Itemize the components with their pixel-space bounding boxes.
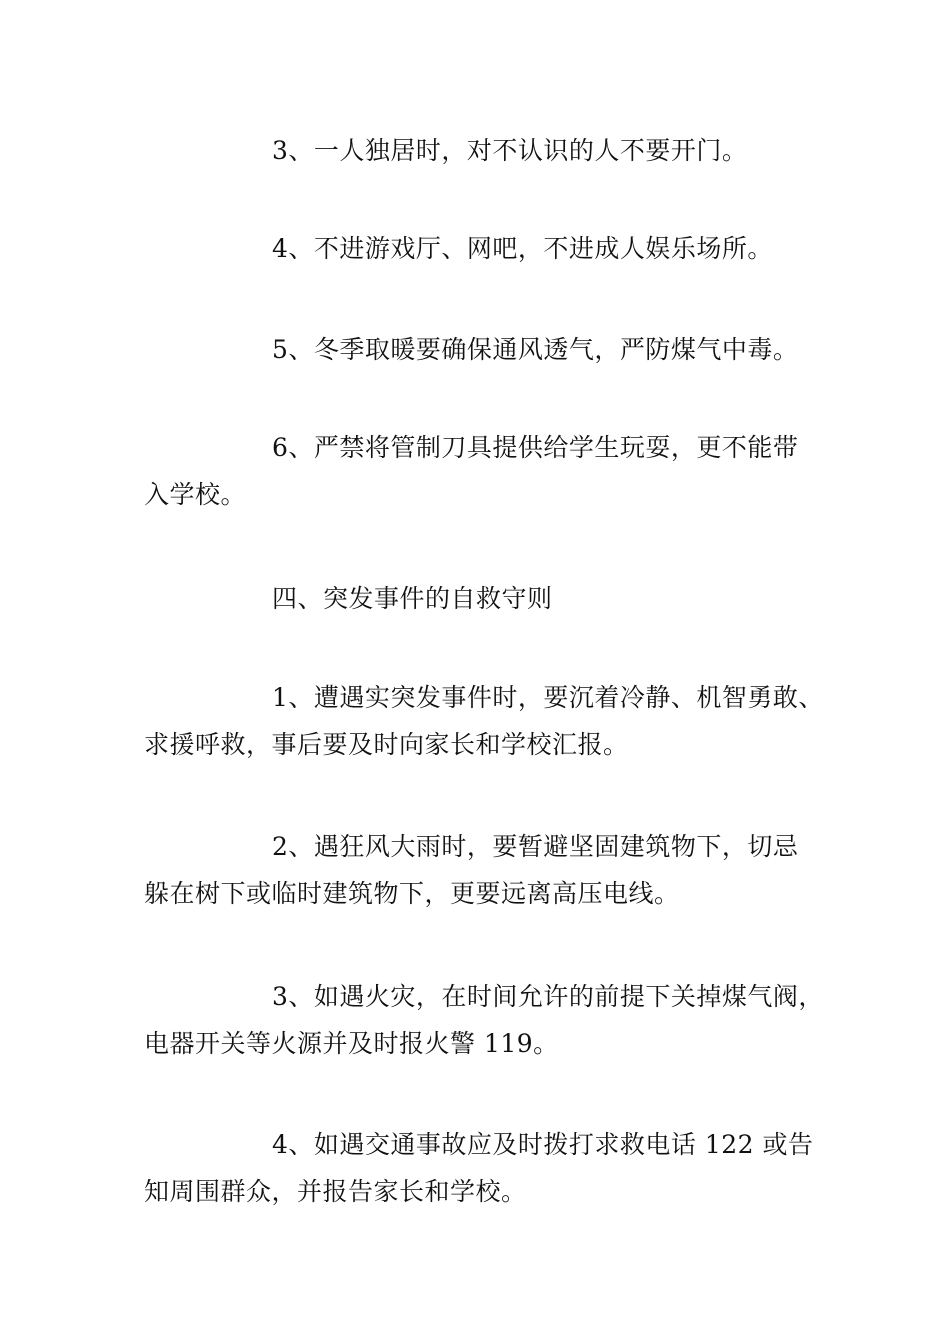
paragraph-rule-2-storm	[144, 823, 824, 917]
paragraph-item-6-controlled-knives	[144, 424, 824, 518]
paragraph-rule-3-fire	[144, 973, 824, 1067]
section-heading-emergency-self-rescue	[144, 575, 824, 622]
paragraph-line: 躲在树下或临时建筑物下，更要远离高压电线。	[144, 879, 680, 908]
paragraph-item-4-no-game-halls	[144, 225, 824, 272]
paragraph-line: 3、一人独居时，对不认识的人不要开门。	[272, 136, 748, 165]
paragraph-line: 1、遭遇实突发事件时，要沉着冷静、机智勇敢、	[272, 683, 824, 712]
paragraph-line: 5、冬季取暖要确保通风透气，严防煤气中毒。	[272, 335, 799, 364]
section-heading-text: 四、突发事件的自救守则	[272, 584, 553, 613]
paragraph-line: 4、不进游戏厅、网吧，不进成人娱乐场所。	[272, 234, 773, 263]
paragraph-rule-4-traffic-accident	[144, 1121, 824, 1215]
paragraph-line: 电器开关等火源并及时报火警 119。	[144, 1029, 559, 1058]
paragraph-item-5-winter-heating	[144, 326, 824, 373]
paragraph-line: 3、如遇火灾，在时间允许的前提下关掉煤气阀，	[272, 982, 824, 1011]
paragraph-line: 求援呼救，事后要及时向家长和学校汇报。	[144, 730, 629, 759]
paragraph-rule-1-stay-calm	[144, 674, 824, 768]
paragraph-line: 入学校。	[144, 480, 247, 509]
paragraph-line: 2、遇狂风大雨时，要暂避坚固建筑物下，切忌	[272, 832, 799, 861]
paragraph-line: 知周围群众，并报告家长和学校。	[144, 1177, 527, 1206]
paragraph-line: 6、严禁将管制刀具提供给学生玩耍，更不能带	[272, 433, 799, 462]
paragraph-line: 4、如遇交通事故应及时拨打求救电话 122 或告	[272, 1130, 814, 1159]
paragraph-item-3-living-alone	[144, 127, 824, 174]
